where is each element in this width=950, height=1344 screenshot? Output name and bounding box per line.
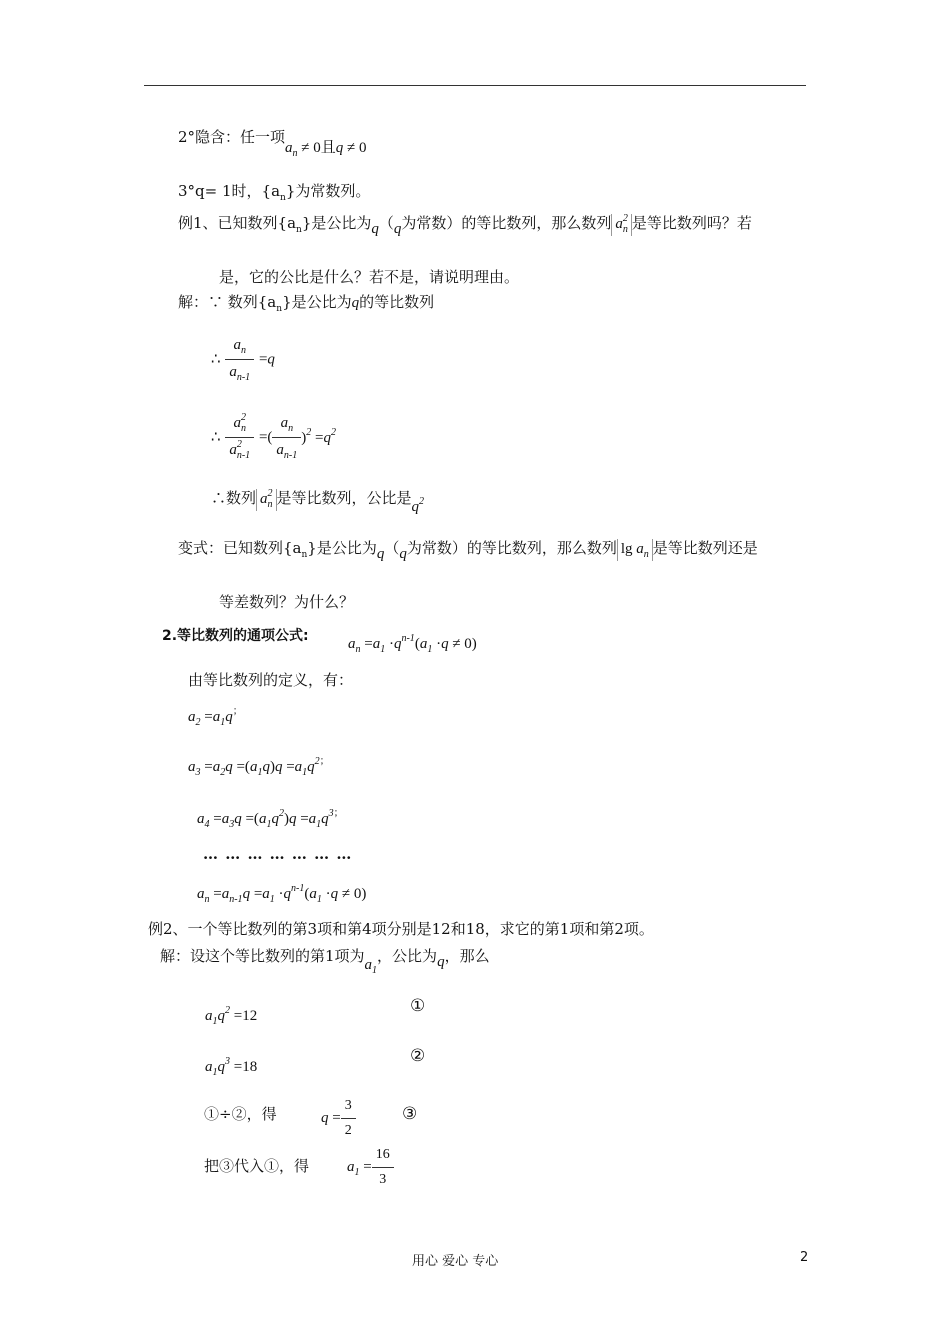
step-substitute: 把③代入①，得 (204, 1157, 310, 1175)
q-value-equation: q = $\frac{3}{2}$ (321, 1096, 356, 1141)
example-1-text-a: 例1、已知数列{a (178, 214, 297, 232)
example-1-text-c: （ (378, 214, 394, 232)
footer-slogan: 用心 爱心 专心 (412, 1254, 499, 1269)
general-term-formula: $a_n =a_1 \cdot q^{n-1}(a_1 \cdot q \ne 0)$ (348, 633, 477, 655)
variant-question: 变式：已知数列$\{a_n\}$是公比为q（q为常数）的等比数列，那么数列 $\lg a_n$ 是等比数列还是 (178, 539, 758, 562)
step-divide: ①÷②，得 (204, 1105, 277, 1123)
note-2-prefix: 2°隐含：任一项 (178, 128, 286, 146)
a1-value-equation: $a_1$ = $\frac{16}{3}$ (347, 1145, 394, 1190)
variant-text-e: 是等比数列还是 (652, 539, 758, 557)
note-3-suffix: }为常数列。 (285, 182, 371, 200)
example-1-text-b: }是公比为 (301, 214, 372, 232)
section-2-heading (162, 625, 309, 645)
marker-3: ③ (402, 1104, 418, 1124)
squared-ratio-equation: ∴ $\frac{a^2_n}{a^2_{n-1}}$ =( $\frac{a_n}{a_{n-1}}$ )$^2 =q^2$ (211, 412, 336, 461)
example-1-question: 例1、已知数列$\{a_n\}$是公比为q（q为常数）的等比数列，那么数列 $a^2_n$ 是等比数列吗？若 (178, 213, 752, 237)
derivation-a3: $a_3 =a_2q =(a_1q)q =a_1q^{2;}$ (188, 756, 330, 778)
marker-2: ② (410, 1046, 426, 1066)
therefore-symbol-3: ∴ (211, 489, 227, 507)
equation-2: $a_1q^3 =18$ (205, 1056, 258, 1078)
marker-1: ① (410, 996, 426, 1016)
a1-denominator: 3 (379, 1172, 387, 1187)
q-denominator: 2 (344, 1123, 352, 1138)
header-rule (144, 85, 806, 86)
semicolon-3: ； (333, 808, 344, 819)
example-2-solution-text-a: 解：设这个等比数列的第1项为 (160, 947, 365, 965)
equation-1: $a_1q^2 =12$ (205, 1005, 258, 1027)
conclusion-text-b: 是等比数列，公比是 (276, 489, 412, 507)
equation-2-value: 18 (242, 1059, 258, 1075)
note-3-text: 3°q= 1时，{a (178, 182, 281, 200)
variant-text-a: 变式：已知数列{a (178, 539, 302, 557)
equation-1-value: 12 (242, 1008, 258, 1024)
example-2-solution-text-c: ，那么 (444, 947, 490, 965)
example-2-solution: 解：设这个等比数列的第1项为$a_1$，公比为q，那么 (160, 947, 490, 976)
solution-text-a: 解：∵ 数列{a (178, 293, 277, 311)
derivation-a4: $a_4 =a_3q =(a_1q^2)q =a_1q^{3;}$ (197, 808, 344, 830)
derivation-dots: … … … … … … … (203, 845, 353, 863)
example-2-solution-text-b: ，公比为 (377, 947, 438, 965)
variant-text-d: 为常数）的等比数列，那么数列 (406, 539, 617, 557)
sequence-lg-a-n: $\lg a_n$ (617, 539, 653, 561)
conclusion-text-a: 数列 (226, 489, 257, 507)
example-1-solution: 解：∵ 数列$\{a_n\}$是公比为q的等比数列 (178, 293, 435, 314)
semicolon-2: ； (319, 756, 330, 767)
derivation-an: $a_n =a_{n-1}q =a_1 \cdot q^{n-1}(a_1 \cdot q \ne 0)$ (197, 883, 367, 905)
ratio-equation: ∴ $\frac{a_n}{a_{n-1}}$ =q (211, 337, 275, 383)
variant-text-b: }是公比为 (307, 539, 377, 557)
variant-question-line-2: 等差数列？为什么？ (219, 593, 355, 611)
example-1-text-d: 为常数）的等比数列，那么数列 (401, 214, 612, 232)
note-2-formula: $a_n \ne 0$且q ≠ 0 (285, 140, 367, 159)
semicolon-1: ； (232, 706, 243, 717)
section-2-intro: 由等比数列的定义，有： (188, 671, 354, 689)
variant-text-c: （ (384, 539, 400, 557)
therefore-symbol-2: ∴ (211, 427, 221, 446)
page-number: 2 (800, 1250, 809, 1265)
a1-numerator: 16 (372, 1145, 394, 1168)
therefore-symbol-1: ∴ (211, 349, 221, 368)
q-numerator: 3 (341, 1096, 356, 1119)
example-2-question: 例2、一个等比数列的第3项和第4项分别是12和18，求它的第1项和第2项。 (148, 920, 654, 938)
note-3: 3°q= 1时，$\{a_n\}$为常数列。 (178, 182, 371, 203)
derivation-a2: $a_2 =a_1q^;$ (188, 706, 243, 728)
section-2-heading-text: 2.等比数列的通项公式: (162, 628, 309, 644)
solution-text-c: 的等比数列 (359, 293, 435, 311)
sequence-a-n-squared: $a^2_n$ (611, 214, 632, 236)
note-2 (178, 127, 367, 159)
example-1-conclusion: ∴数列 $a^2_n$ 是等比数列，公比是$q^2$ (211, 488, 425, 515)
example-1-text-e: 是等比数列吗？若 (631, 214, 752, 232)
solution-text-b: }是公比为 (282, 293, 352, 311)
note-2-and: 且 (320, 140, 336, 156)
example-1-question-line-2: 是，它的公比是什么？若不是，请说明理由。 (219, 268, 520, 286)
